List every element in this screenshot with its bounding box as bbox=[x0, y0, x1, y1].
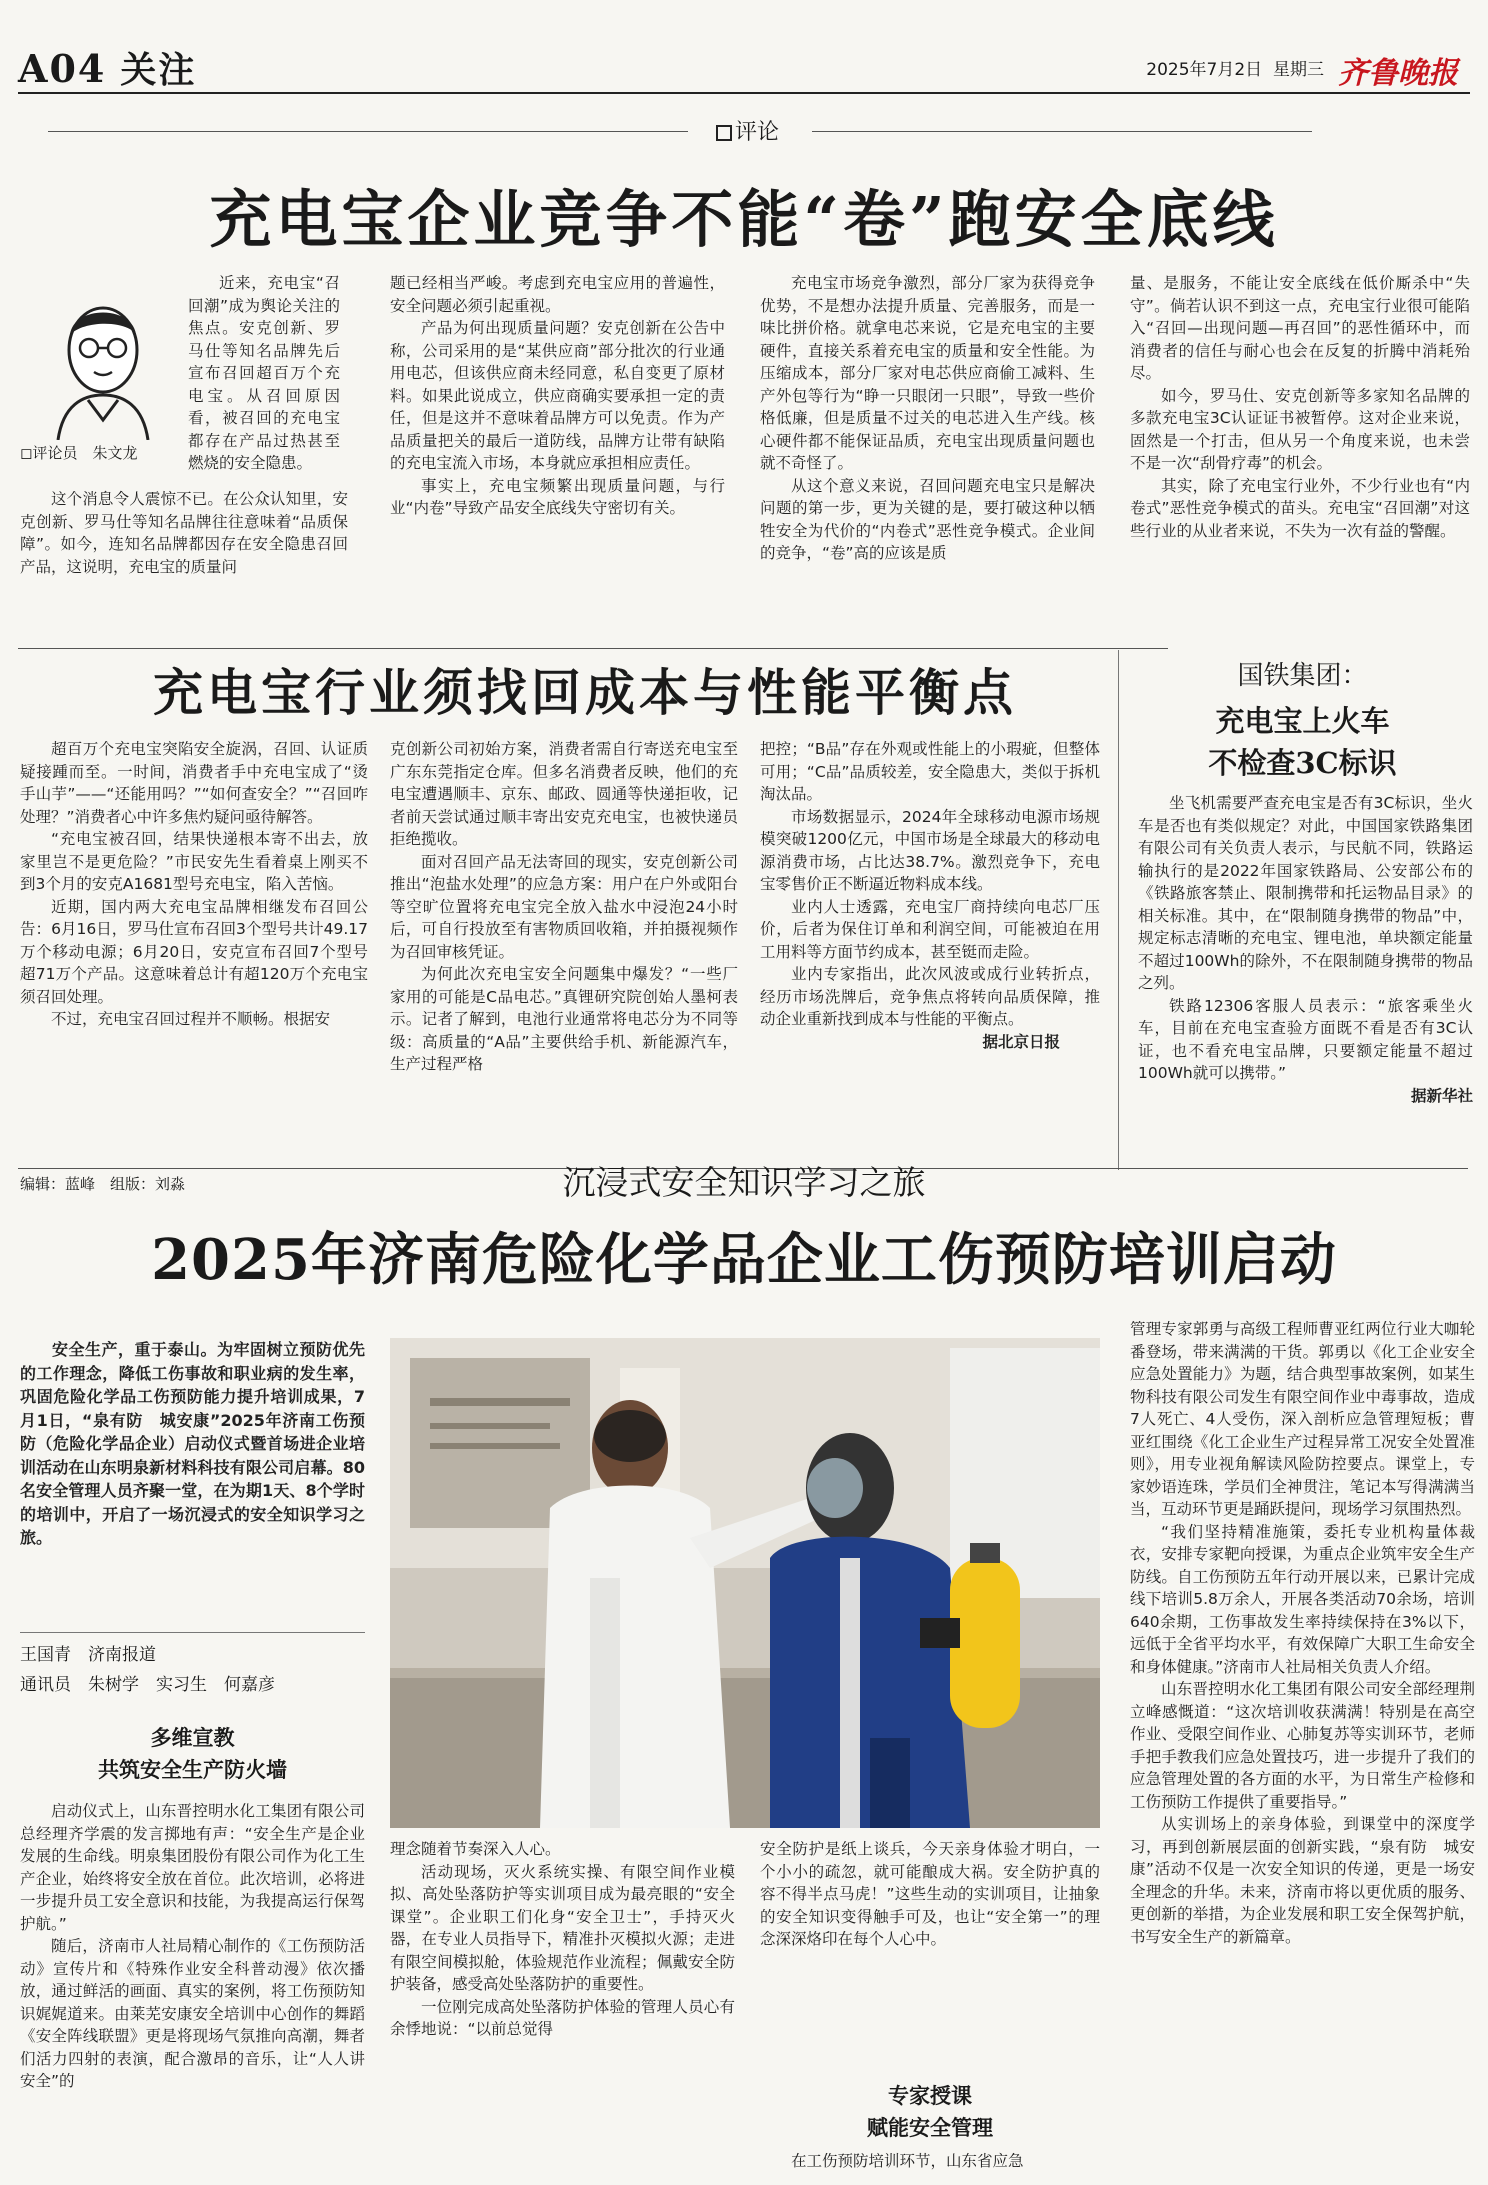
comment-col-3: 充电宝市场竞争激烈，部分厂家为获得竞争优势，不是想办法提升质量、完善服务，而是一味比拼价格。就拿电芯来说，它是充电宝的主要硬件，直接关系着充电宝的质量和安全性能。为压缩成本，部分厂家对电芯供应商偷工减料、生产外包等行为“睁一只眼闭一只眼”，导致一些价格低廉，但是质量不过关的电芯进入生产线。核心硬件都不能保证品质，充电宝出现质量问题也就不奇怪了。 从这个意义来说，召回问题充电宝只是解决问题的第一步，更为关键的是，要打破这种以牺牲安全为代价的“内卷式”恶性竞争模式。企业间的竞争，“卷”高的应该是质 bbox=[760, 274, 1095, 562]
page-number: A04 关注 bbox=[18, 46, 197, 91]
author-avatar bbox=[28, 290, 178, 440]
comment-label: 评论 bbox=[708, 115, 787, 146]
comment-intro: 近来，充电宝“召回潮”成为舆论关注的焦点。安克创新、罗马仕等知名品牌先后宣布召回超百万个充电宝。从召回原因看，被召回的充电宝都存在产品过热甚至燃烧的安全隐患。 bbox=[188, 274, 340, 472]
feature-left-col: 启动仪式上，山东晋控明水化工集团有限公司总经理齐学震的发言掷地有声：“安全生产是企业发展的生命线。明泉集团股份有限公司作为化工生产企业，始终将安全放在首位。此次培训，必将进一步提升员工安全意识和技能，为我提高运行保驾护航。” 随后，济南市人社局精心制作的《工伤预防活动》宣传片和《特殊作业安全科普动漫》依次播放，通过鲜活的画面、真实的案例，将工伤预防知识娓娓道来。由莱芜安康安全培训中心创作的舞蹈《安全阵线联盟》更是将现场气氛推向高潮，舞者们活力四射的表演，配合激昂的音乐，让“人人讲安全”的 bbox=[20, 1802, 365, 2090]
top-headline: 充电宝企业竞争不能“卷”跑安全底线 bbox=[209, 183, 1279, 256]
comment-byline: ◻评论员 朱文龙 bbox=[20, 444, 138, 462]
comment-col-1: 这个消息令人震惊不已。在公众认知里，安克创新、罗马仕等知名品牌往往意味着“品质保障”。如今，连知名品牌都因存在安全隐患召回产品，这说明，充电宝的质量问 bbox=[20, 490, 348, 576]
editor-credit: 编辑：蓝峰 组版：刘淼 bbox=[20, 1175, 186, 1193]
subhead-1: 多维宣教 共筑安全生产防火墙 bbox=[98, 1725, 287, 1782]
mid-col-1: 超百万个充电宝突陷安全旋涡，召回、认证质疑接踵而至。一时间，消费者手中充电宝成了“烫手山芋”——“还能用吗？”“如何查安全？”“召回咋处理？”消费者心中许多焦灼疑问亟待解答。 “充电宝被召回，结果快递根本寄不出去，放家里岂不是更危险？”市民安先生看着桌上刚买不到3个月的安克A1681型号充电宝，陷入苦恼。 近期，国内两大充电宝品牌相继发布召回公告：6月16日，罗马仕宣布召回3个型号共计49.17万个移动电源；6月20日，安克宣布召回7个型号超71万个产品。这意味着总计有超120万个充电宝须召回处理。 不过，充电宝召回过程并不顺畅。根据安 bbox=[20, 740, 368, 1028]
side-body: 坐飞机需要严查充电宝是否有3C标识，坐火车是否也有类似规定？对此，中国国家铁路集团有限公司有关负责人表示，与民航不同，铁路运输执行的是2022年国家铁路局、公安部公布的《铁路旅客禁止、限制携带和托运物品目录》的相关标准。其中，在“限制随身携带的物品”中，规定标志清晰的充电宝、锂电池，单块额定能量不超过100Wh的除外，不在限制随身携带的物品之列。 铁路12306客服人员表示：“旅客乘坐火车，目前在充电宝查验方面既不看是否有3C认证，也不看充电宝品牌，只要额定能量不超过100Wh就可以携带。” 据新华社 bbox=[1138, 792, 1473, 1168]
comment-box-icon bbox=[716, 125, 732, 141]
feature-mid-col: 理念随着节奏深入人心。 活动现场，灭火系统实操、有限空间作业模拟、高处坠落防护等实训项目成为最亮眼的“安全课堂”。企业职工们化身“安全卫士”，手持灭火器，在专业人员指导下，精准扑灭模拟火源；走进有限空间模拟舱，体验规范作业流程；佩戴安全防护装备，感受高处坠落防护的重要性。 一位刚完成高处坠落防护体验的管理人员心有余悸地说：“以前总觉得 bbox=[390, 1840, 735, 2038]
side-title: 充电宝上火车 不检查3C标识 bbox=[1208, 704, 1397, 780]
masthead-right bbox=[1146, 48, 1458, 92]
mid-col-2: 克创新公司初始方案，消费者需自行寄送充电宝至广东东莞指定仓库。但多名消费者反映，他们的充电宝遭遇顺丰、京东、邮政、圆通等快递拒收，记者前天尝试通过顺丰寄出安克充电宝，也被快递员拒绝揽收。 面对召回产品无法寄回的现实，安克创新公司推出“泡盐水处理”的应急方案：用户在户外或阳台等空旷位置将充电宝完全放入盐水中浸泡24小时后，可自行投放至有害物质回收箱，并拍摄视频作为召回审核凭证。 为何此次充电宝安全问题集中爆发？“一些厂家用的可能是C品电芯。”真锂研究院创始人墨柯表示。记者了解到，电池行业通常将电芯分为不同等级：高质量的“A品”主要供给手机、新能源汽车，生产过程严格 bbox=[390, 740, 738, 1073]
feature-mid2-col: 安全防护是纸上谈兵，今天亲身体验才明白，一个小小的疏忽，就可能酿成大祸。安全防护真的容不得半点马虎！”这些生动的实训项目，让抽象的安全知识变得触手可及，也让“安全第一”的理念深深烙印在每个人心中。 bbox=[760, 1840, 1100, 1948]
issue-date: 2025年7月2日 bbox=[1146, 60, 1263, 80]
mid-credit: 据北京日报 bbox=[982, 1032, 1060, 1051]
comment-col-4: 量、是服务，不能让安全底线在低价厮杀中“失守”。倘若认识不到这一点，充电宝行业很可能陷入“召回—出现问题—再召回”的恶性循环中，而消费者的信任与耐心也会在反复的折腾中消耗殆尽。 如今，罗马仕、安克创新等多家知名品牌的多款充电宝3C认证证书被暂停。这对企业来说，固然是一个打击，但从另一个角度来说，也未尝不是一次“刮骨疗毒”的机会。 其实，除了充电宝行业外，不少行业也有“内卷式”恶性竞争模式的苗头。充电宝“召回潮”对这些行业的从业者来说，不失为一次有益的警醒。 bbox=[1130, 274, 1470, 540]
feature-headline: 2025年济南危险化学品企业工伤预防培训启动 bbox=[151, 1227, 1337, 1293]
side-credit: 据新华社 bbox=[1410, 1086, 1473, 1105]
comment-rule-right bbox=[812, 131, 1312, 132]
mid-col-3: 把控；“B品”存在外观或性能上的小瑕疵，但整体可用；“C品”品质较差，安全隐患大，类似于拆机淘汰品。 市场数据显示，2024年全球移动电源市场规模突破1200亿元，中国市场是全球最大的移动电源消费市场，占比达38.7%。激烈竞争下，充电宝零售价正不断逼近物料成本线。 业内人士透露，充电宝厂商持续向电芯厂压价，后者为保住订单和利润空间，可能被迫在用工用料等方面节约成本，甚至铤而走险。 业内专家指出，此次风波或成行业转折点，经历市场洗牌后，竞争焦点将转向品质保障，推动企业重新找到成本与性能的平衡点。 据北京日报 bbox=[760, 738, 1100, 1168]
subhead-2: 专家授课 赋能安全管理 bbox=[867, 2083, 993, 2140]
feature-credit: 王国青 济南报道 通讯员 朱树学 实习生 何嘉彦 bbox=[20, 1645, 275, 1695]
section-name: 关注 bbox=[120, 49, 197, 91]
feature-lead: 安全生产，重于泰山。为牢固树立预防优先的工作理念，降低工伤事故和职业病的发生率，巩固危险化学品工伤预防能力提升培训成果，7月1日，“泉有防 城安康”2025年济南工伤预防（危险化学品企业）启动仪式暨首场进企业培训活动在山东明泉新材料科技有限公司启幕。80名安全管理人员齐聚一堂，在为期1天、8个学时的培训中，开启了一场沉浸式的安全知识学习之旅。 bbox=[20, 1340, 365, 1547]
comment-rule-left bbox=[48, 131, 688, 132]
header-rule bbox=[18, 92, 1470, 94]
feature-right-col: 管理专家郭勇与高级工程师曹亚红两位行业大咖轮番登场，带来满满的干货。郭勇以《化工企业安全应急处置能力》为题，结合典型事故案例，如某生物科技有限公司发生有限空间作业中毒事故，造成7人死亡、4人受伤，深入剖析应急管理短板；曹亚红围绕《化工企业生产过程异常工况安全处置准则》，用专业视角解读风险防控要点。课堂上，专家妙语连珠，学员们全神贯注，笔记本写得满满当当，互动环节更是踊跃提问，现场学习氛围热烈。 “我们坚持精准施策，委托专业机构量体裁衣，安排专家靶向授课，为重点企业筑牢安全生产防线。自工伤预防五年行动开展以来，已累计完成线下培训5.8万余人，开展各类活动70余场，培训640余期，工伤事故发生率持续保持在3%以下，远低于全省平均水平，有效保障广大职工生命安全和身体健康。”济南市人社局相关负责人介绍。 山东晋控明水化工集团有限公司安全部经理荆立峰感慨道：“这次培训收获满满！特别是在高空作业、受限空间作业、心肺复苏等实训环节，老师手把手教我们应急处置技巧，进一步提升了我们的应急管理处置的各方面的水平，为日常生产检修和工伤预防工作提供了重要指导。” 从实训场上的亲身体验，到课堂中的深度学习，再到创新展层面的创新实践，“泉有防 城安康”活动不仅是一次安全知识的传递，更是一场安全理念的升华。未来，济南市将以更优质的服务、更创新的举措，为企业发展和职工安全保驾护航，书写安全生产的新篇章。 bbox=[1130, 1320, 1475, 1946]
mid-headline: 充电宝行业须找回成本与性能平衡点 bbox=[153, 663, 1017, 722]
lead-rule bbox=[20, 1632, 365, 1633]
feature-kicker: 沉浸式安全知识学习之旅 bbox=[562, 1163, 926, 1202]
side-kicker: 国铁集团： bbox=[1237, 661, 1368, 691]
training-photo bbox=[390, 1338, 1100, 1828]
newspaper-brand: 齐鲁晚报 bbox=[1338, 56, 1458, 91]
side-divider bbox=[1118, 650, 1119, 1170]
comment-col-2: 题已经相当严峻。考虑到充电宝应用的普遍性，安全问题必须引起重视。 产品为何出现质量问题？安克创新在公告中称，公司采用的是“某供应商”部分批次的行业通用电芯，但该供应商未经同意，私自变更了原材料。如果此说成立，供应商确实要承担一定的责任，但是这并不意味着品牌方可以免责。作为产品质量把关的最后一道防线，品牌方让带有缺陷的充电宝流入市场，本身就应承担相应责任。 事实上，充电宝频繁出现质量问题，与行业“内卷”导致产品安全底线失守密切有关。 bbox=[390, 274, 725, 517]
section-divider-1 bbox=[18, 648, 1168, 649]
weekday: 星期三 bbox=[1273, 60, 1324, 80]
feature-mid2-tail: 在工伤预防培训环节，山东省应急 bbox=[791, 2152, 1024, 2170]
